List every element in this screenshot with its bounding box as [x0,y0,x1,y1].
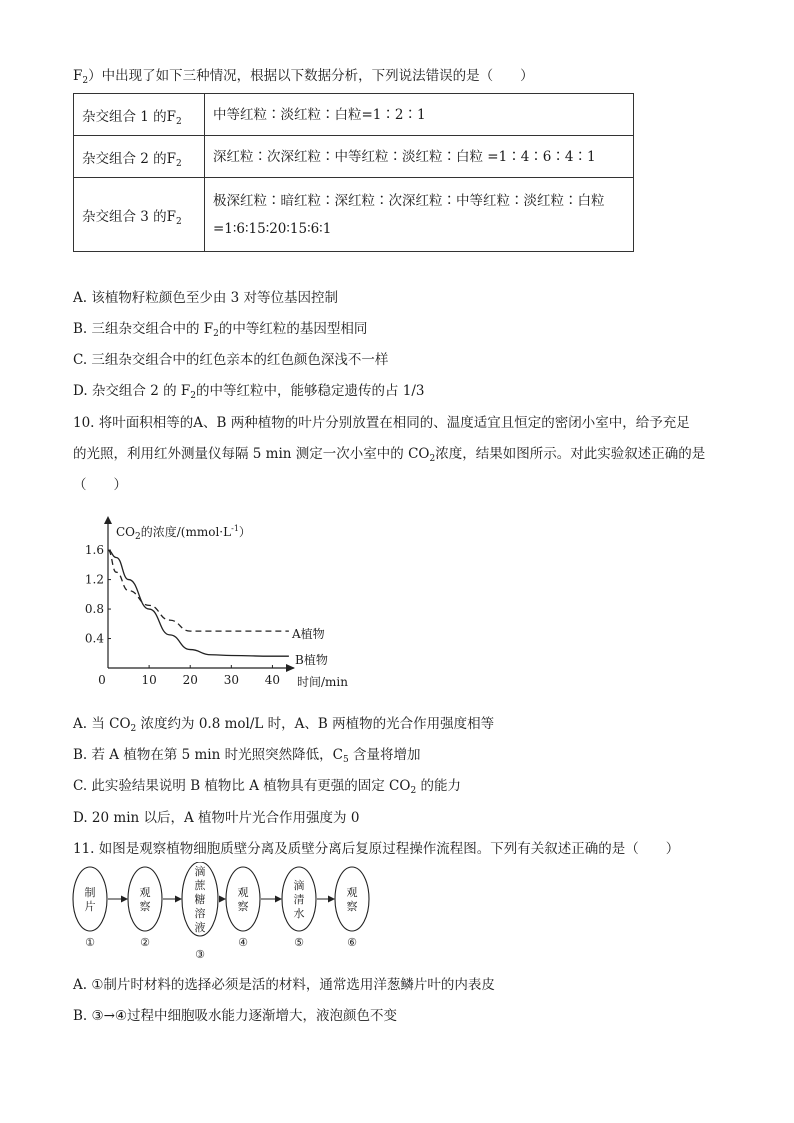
table-cell-ratio: 深红粒∶次深红粒∶中等红粒∶淡红粒∶白粒 =1∶4∶6∶4∶1 [205,136,634,178]
flow-step-char: 水 [293,907,305,920]
flow-step-ellipse [226,867,260,931]
x-axis-label: 时间/min [297,675,348,689]
question-10-stem-line1: 10. 将叶面积相等的A、B 两种植物的叶片分别放置在相同的、温度适宜且恒定的密闭小室中，给予充足 [73,415,690,431]
flow-step [73,867,107,949]
question-11-stem: 11. 如图是观察植物细胞质壁分离及质壁分离后复原过程操作流程图。下列有关叙述正确的是（ ） [73,841,680,857]
flow-step [128,867,162,949]
series-line-a-plant [108,550,289,631]
flow-step-number: ⑥ [347,936,357,949]
co2-concentration-chart [80,512,380,694]
flow-step [335,867,369,949]
flow-step-ellipse [335,867,369,931]
cross-results-table [73,93,634,252]
table-cell-ratio: 中等红粒∶淡红粒∶白粒=1∶2∶1 [205,94,634,136]
option-d: D. 20 min 以后，A 植物叶片光合作用强度为 0 [73,810,360,826]
x-tick-label: 10 [141,673,157,687]
option-b: B. 三组杂交组合中的 $F_2$的中等红粒的基因型相同 [73,321,368,339]
flow-step-char: 滴 [293,879,305,892]
chart-ticks [85,543,280,687]
table-cell-label: 杂交组合 3 的$F_2$ [74,178,205,252]
flow-step-char: 溶 [194,907,206,920]
flow-step-char: 察 [139,900,151,913]
y-axis-label: $CO_2$的浓度$/(mmol\cdot L^{-1})$ [116,524,251,542]
legend-a-plant: A植物 [292,627,325,641]
flow-step-char: 糖 [194,893,206,906]
flow-step-number: ⑤ [294,936,304,949]
table-cell-ratio: 极深红粒∶暗红粒∶深红粒∶次深红粒∶中等红粒∶淡红粒∶白粒 =1∶6∶15∶20∶15∶6∶1 [205,178,634,252]
y-tick-label: 1.6 [84,543,104,558]
y-tick-label: 0.8 [84,602,104,617]
option-d: D. 杂交组合 2 的 $F_2$的中等红粒中，能够稳定遗传的占 1/3 [73,383,425,401]
y-tick-label: 1.2 [84,572,104,587]
flow-step [182,862,218,961]
y-axis-arrow [104,516,112,524]
option-a: A. 该植物籽粒颜色至少由 3 对等位基因控制 [73,290,339,306]
flow-step-char: 片 [84,900,96,913]
option-b: B. 若 A 植物在第 5 min 时光照突然降低，$C_5$ 含量将增加 [73,747,421,765]
flow-step-char: 观 [139,886,151,899]
flow-step-ellipse [128,867,162,931]
x-axis-arrow [286,664,295,672]
option-b: B. ③→④过程中细胞吸水能力逐渐增大，液泡颜色不变 [73,1008,398,1024]
legend-b-plant: B植物 [295,653,328,667]
x-tick-label: 0 [98,673,106,687]
flow-step [226,867,260,949]
flow-step-ellipse [73,867,107,931]
table-cell-label: 杂交组合 2 的$F_2$ [74,136,205,178]
procedure-flowchart [70,862,390,968]
y-tick-label: 0.4 [84,631,104,646]
x-tick-label: 20 [182,673,198,687]
flow-step-number: ④ [238,936,248,949]
question-10-stem-line2: 的光照，利用红外测量仪每隔 5 min 测定一次小室中的 $CO_2$浓度，结果如图所示。对此实验叙述正确的是 [73,446,706,464]
flow-step-char: 察 [237,900,249,913]
table-row [74,94,634,136]
x-tick-label: 40 [264,673,281,687]
question-10-stem-line3: （ ） [73,477,127,493]
table-row [74,178,634,252]
flow-step-char: 液 [194,921,206,934]
chart-axes [104,516,295,672]
table-cell-label: 杂交组合 1 的$F_2$ [74,94,205,136]
flow-step-number: ③ [195,948,205,961]
option-a: A. ①制片时材料的选择必须是活的材料，通常选用洋葱鳞片叶的内表皮 [73,977,495,993]
option-a: A. 当 $CO_2$ 浓度约为 0.8 mol/L 时，A、B 两植物的光合作用强度相等 [73,716,495,734]
flow-step-char: 蔗 [194,879,206,892]
flow-step-char: 观 [237,886,249,899]
flow-step-char: 清 [293,893,305,906]
chart-series [108,550,289,656]
flow-step-char: 制 [84,886,96,899]
option-c: C. 三组杂交组合中的红色亲本的红色颜色深浅不一样 [73,352,389,368]
flow-step [282,867,316,949]
x-tick-label: 30 [223,673,239,687]
flow-step-char: 察 [346,900,358,913]
series-line-b-plant [108,550,289,656]
flow-step-char: 观 [346,886,358,899]
question-9-stem: $F_2$）中出现了如下三种情况，根据以下数据分析，下列说法错误的是（ ） [73,68,534,86]
flow-step-char: 滴 [194,865,206,878]
flow-step-number: ② [140,936,150,949]
option-c: C. 此实验结果说明 B 植物比 A 植物具有更强的固定 $CO_2$ 的能力 [73,778,461,796]
flow-step-number: ① [85,936,95,949]
table-row [74,136,634,178]
